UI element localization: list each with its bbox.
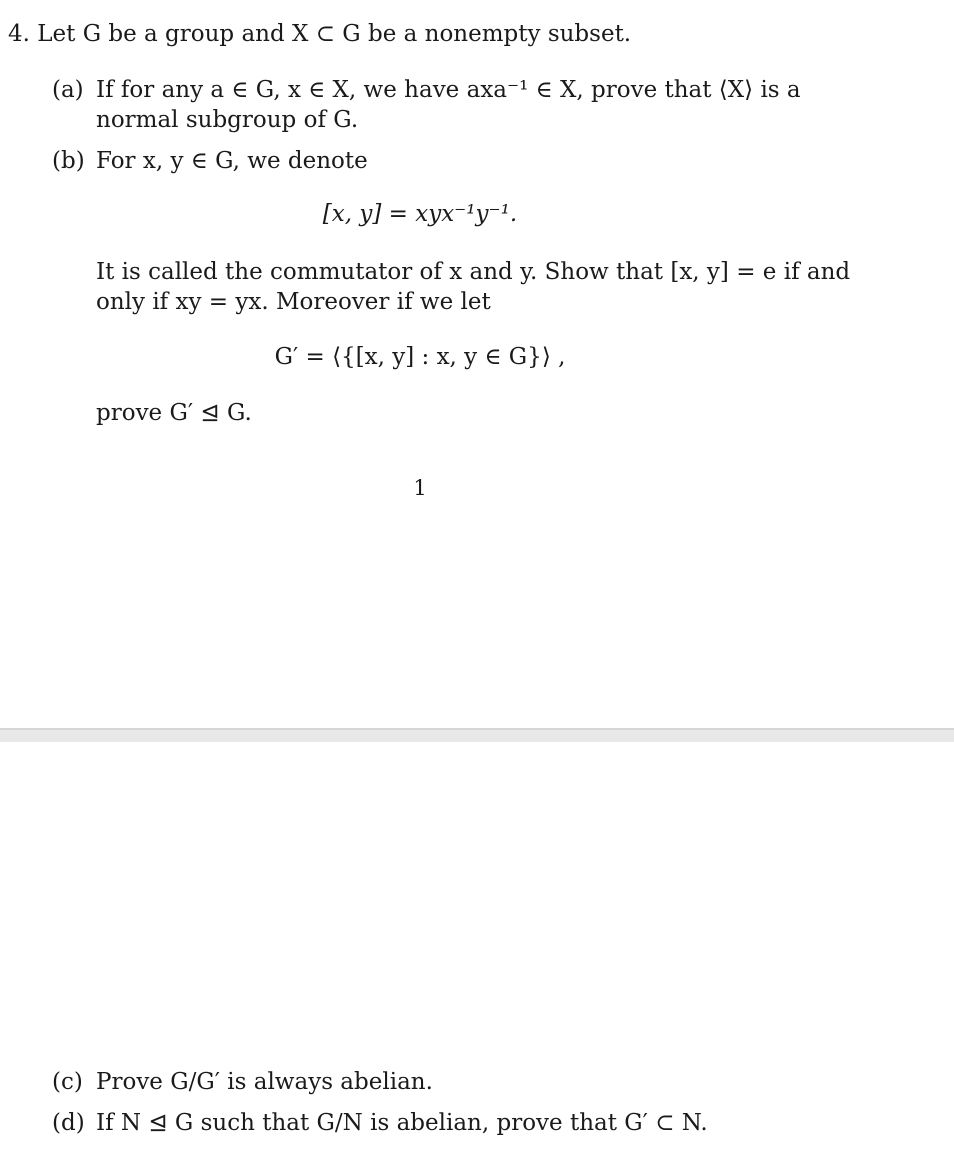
page-separator: [0, 728, 954, 742]
part-b-line-4: prove G′ ⊴ G.: [96, 400, 252, 426]
part-c-label: (c): [52, 1069, 83, 1095]
part-b-line-1: For x, y ∈ G, we denote: [96, 148, 368, 174]
problem-text: Let G be a group and X ⊂ G be a nonempty subset.: [37, 21, 632, 47]
problem-number: 4.: [8, 21, 30, 47]
derived-subgroup-definition: G′ = ⟨{[x, y] : x, y ∈ G}⟩ ,: [274, 344, 566, 370]
part-a-label: (a): [52, 77, 84, 103]
part-d-text: If N ⊴ G such that G/N is abelian, prove that G′ ⊂ N.: [96, 1110, 708, 1136]
part-a-line-1: If for any a ∈ G, x ∈ X, we have axa⁻¹ ∈ X, prove that ⟨X⟩ is a: [96, 77, 801, 103]
page-2: [0, 742, 954, 1160]
part-d-label: (d): [52, 1110, 85, 1136]
part-b-line-3: only if xy = yx. Moreover if we let: [96, 289, 491, 315]
commutator-definition: [x, y] = xyx⁻¹y⁻¹.: [322, 201, 518, 227]
page-number: 1: [413, 476, 427, 500]
part-a-line-2: normal subgroup of G.: [96, 107, 359, 133]
part-c-text: Prove G/G′ is always abelian.: [96, 1069, 433, 1095]
problem-statement: [8, 19, 631, 49]
part-b-label: (b): [52, 148, 85, 174]
part-b-line-2: It is called the commutator of x and y. Show that [x, y] = e if and: [96, 259, 851, 285]
